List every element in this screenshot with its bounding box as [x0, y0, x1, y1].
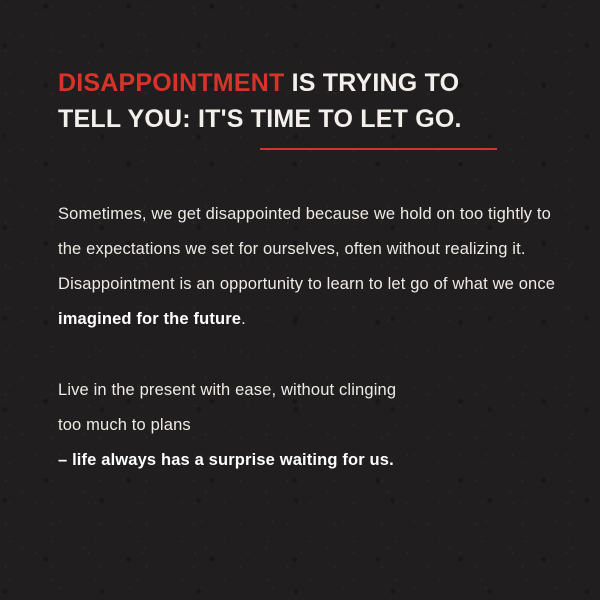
paragraph-second-line1: Live in the present with ease, without clinging [58, 381, 397, 400]
paragraph-second-emphasis: life always has a surprise waiting for us. [72, 451, 394, 470]
paragraph-second-line2: too much to plans [58, 416, 191, 435]
headline-line2: TELL YOU: IT'S TIME TO LET GO. [58, 104, 462, 133]
headline-line1-rest: IS TRYING TO [284, 69, 460, 97]
paragraph-first-tail: . [241, 309, 246, 328]
headline-accent-word: DISAPPOINTMENT [58, 69, 285, 97]
headline-underline [260, 148, 497, 150]
paragraph-first-emphasis: imagined for the future [58, 309, 242, 328]
paragraph-second-dash: – [58, 451, 73, 470]
paragraph-first-lead: Sometimes, we get disappointed because we hold on too tightly to the expectations we set for ourselves, often without realizing it. Disappointment is an opportunity to learn to let go of what we once [58, 204, 556, 293]
page-title [58, 66, 550, 137]
paragraph-second-line3 [58, 443, 556, 478]
paragraph-first [58, 197, 556, 338]
paragraph-second [58, 373, 556, 478]
body-copy [58, 180, 556, 495]
